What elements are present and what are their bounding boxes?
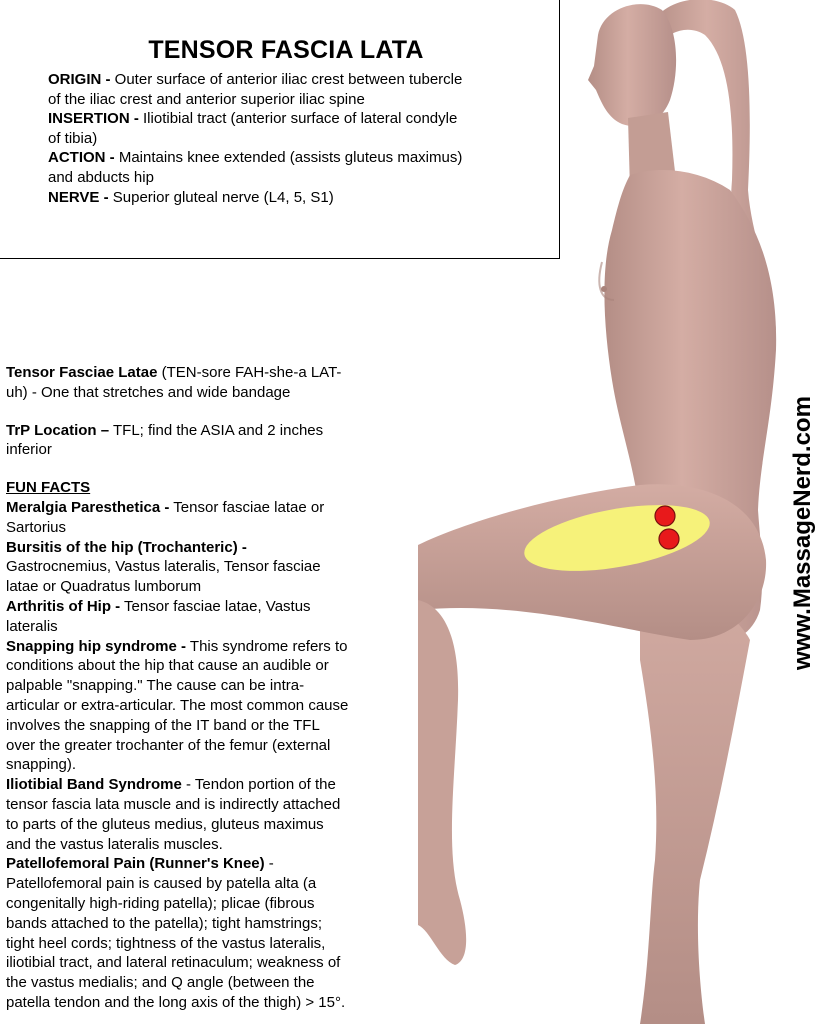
name-line: Tensor Fasciae Latae (TEN-sore FAH-she-a LAT-	[6, 364, 342, 381]
trp-line: TrP Location – TFL; find the ASIA and 2 inches	[6, 421, 324, 439]
meralgia-line: Meralgia Paresthetica - Tensor fasciae latae or	[6, 498, 325, 516]
action-label: ACTION -	[48, 149, 115, 167]
itband-line: Iliotibial Band Syndrome - Tendon portion of the	[6, 776, 336, 794]
pfp-line: Patellofemoral Pain (Runner's Knee) -	[6, 855, 274, 873]
muscle-summary: ORIGIN - Outer surface of anterior iliac crest between tubercle of the iliac crest and anterior superior iliac spine INSERTION - Iliotibial tract (anterior surface of lateral condyle of tibia) ACTION - Maintains knee extended (assists gluteus maximus) and abducts hip NERVE - Superior gluteal nerve (L4, 5, S1)	[48, 70, 538, 207]
fun-facts-heading: FUN FACTS	[6, 479, 91, 497]
nerve-label: NERVE -	[48, 188, 109, 206]
arthritis-line: Arthritis of Hip - Tensor fasciae latae, Vastus	[6, 597, 311, 615]
insertion-line: INSERTION - Iliotibial tract (anterior surface of lateral condyle	[48, 110, 458, 128]
trigger-point-lower	[659, 529, 679, 549]
facts-column: Tensor Fasciae Latae (TEN-sore FAH-she-a LAT- uh) - One that stretches and wide bandage TrP Location – TFL; find the ASIA and 2 inches inferior FUN FACTS Meralgia Paresthetica - Tensor fasciae latae or Sartorius Bursitis of the hip (Trochanteric) - Gastrocnemius, Vastus lateralis, Tensor fasciae latae or Quadratus lumborum Arthritis of Hip - Tensor fasciae latae, Vastus lateralis Snapping hip syndrome - This syndrome refers to conditions about the hip that cause an audible or palpable "snapping." The cause can be intra- articular or extra-articular. The most common cause involves the snapping of the IT band or the TFL over the greater trochanter of the femur (external snapping). Iliotibial Band Syndrome - Tendon portion of the tensor fascia lata muscle and is indirectly attached to parts of the gluteus medius, gluteus maximus and the vastus lateralis muscles. Patellofemoral Pain (Runner's Knee) - Patellofemoral pain is caused by patella alta (a congenitally high-riding patella); plicae (fibrous bands attached to the patella); tight hamstrings; tight heel cords; tightness of the vastus lateralis, iliotibial tract, and lateral retinaculum; weakness of the vastus medialis; and Q angle (between the patella tendon and the long axis of the thigh) > 15°.	[6, 363, 406, 1013]
trigger-point-upper	[655, 506, 675, 526]
action-line: ACTION - Maintains knee extended (assists gluteus maximus)	[48, 149, 463, 167]
origin-line: ORIGIN - Outer surface of anterior iliac crest between tubercle	[48, 71, 463, 88]
page-title: TENSOR FASCIA LATA	[148, 36, 424, 64]
raised-shin	[418, 600, 466, 965]
origin-label: ORIGIN -	[48, 71, 111, 88]
website-watermark: www.MassageNerd.com	[789, 396, 816, 670]
nerve-line: NERVE - Superior gluteal nerve (L4, 5, S1)	[48, 188, 334, 206]
nipple	[601, 286, 607, 292]
snapping-line: Snapping hip syndrome - This syndrome refers to	[6, 637, 348, 655]
bursitis-line: Bursitis of the hip (Trochanteric) -	[6, 538, 247, 556]
insertion-label: INSERTION -	[48, 110, 139, 128]
head	[588, 4, 676, 126]
